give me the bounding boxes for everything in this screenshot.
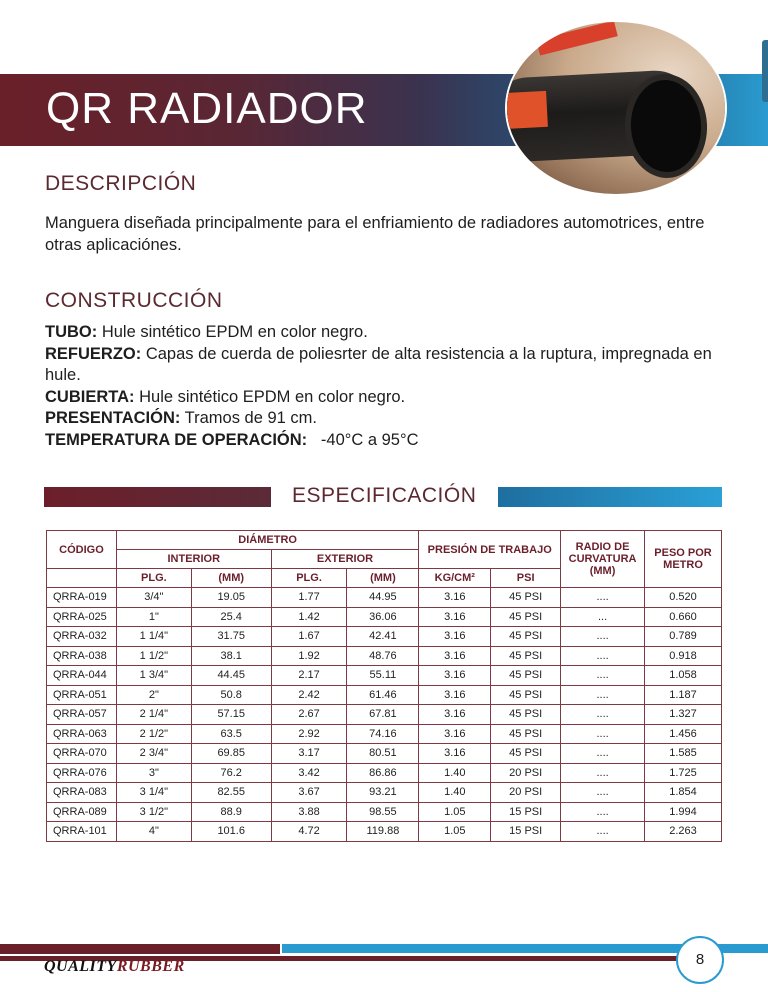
table-cell: 3.88 bbox=[271, 802, 347, 822]
table-cell: 45 PSI bbox=[491, 705, 561, 725]
subheader-plg-exterior: PLG. bbox=[271, 569, 347, 588]
table-cell: QRRA-083 bbox=[47, 783, 117, 803]
table-cell: ... bbox=[561, 607, 645, 627]
table-cell: QRRA-089 bbox=[47, 802, 117, 822]
table-cell: .... bbox=[561, 802, 645, 822]
table-cell: 101.6 bbox=[191, 822, 271, 842]
table-cell: 4" bbox=[116, 822, 191, 842]
construction-label: TEMPERATURA DE OPERACIÓN: bbox=[45, 430, 308, 449]
table-cell: 2 1/2" bbox=[116, 724, 191, 744]
hose-opening bbox=[622, 72, 709, 180]
table-cell: 3.67 bbox=[271, 783, 347, 803]
subheader-mm-exterior: (MM) bbox=[347, 569, 419, 588]
table-cell: 1.40 bbox=[419, 783, 491, 803]
construction-list bbox=[45, 322, 725, 451]
table-cell: 25.4 bbox=[191, 607, 271, 627]
section-heading-especificacion: ESPECIFICACIÓN bbox=[292, 484, 477, 507]
table-cell: 45 PSI bbox=[491, 744, 561, 764]
table-cell: QRRA-025 bbox=[47, 607, 117, 627]
construction-item-presentacion bbox=[45, 408, 725, 430]
table-cell: QRRA-063 bbox=[47, 724, 117, 744]
table-cell: 1.67 bbox=[271, 627, 347, 647]
table-cell: QRRA-044 bbox=[47, 666, 117, 686]
table-cell: 2.42 bbox=[271, 685, 347, 705]
subheader-mm-interior: (MM) bbox=[191, 569, 271, 588]
table-cell: 67.81 bbox=[347, 705, 419, 725]
table-cell: 44.95 bbox=[347, 588, 419, 608]
subheader-psi: PSI bbox=[491, 569, 561, 588]
table-row bbox=[47, 822, 722, 842]
table-cell: .... bbox=[561, 588, 645, 608]
table-cell: 2 1/4" bbox=[116, 705, 191, 725]
logo-rubber: RUBBER bbox=[116, 958, 185, 975]
table-cell: 0.520 bbox=[645, 588, 722, 608]
table-row bbox=[47, 588, 722, 608]
table-cell: 1 1/4" bbox=[116, 627, 191, 647]
table-cell: 1.42 bbox=[271, 607, 347, 627]
spec-bar-left bbox=[44, 487, 271, 507]
table-cell: 3.16 bbox=[419, 588, 491, 608]
table-cell: 4.72 bbox=[271, 822, 347, 842]
table-cell: 1.585 bbox=[645, 744, 722, 764]
table-cell: 2.67 bbox=[271, 705, 347, 725]
table-cell: .... bbox=[561, 783, 645, 803]
header-presion: PRESIÓN DE TRABAJO bbox=[419, 531, 561, 569]
table-cell: 119.88 bbox=[347, 822, 419, 842]
table-cell: .... bbox=[561, 705, 645, 725]
table-cell: 45 PSI bbox=[491, 607, 561, 627]
table-cell: .... bbox=[561, 646, 645, 666]
section-heading-construccion: CONSTRUCCIÓN bbox=[45, 289, 223, 312]
table-cell: QRRA-076 bbox=[47, 763, 117, 783]
table-cell: 74.16 bbox=[347, 724, 419, 744]
table-cell: 3.42 bbox=[271, 763, 347, 783]
table-cell: 1.994 bbox=[645, 802, 722, 822]
table-cell: 48.76 bbox=[347, 646, 419, 666]
construction-item-cubierta bbox=[45, 387, 725, 409]
table-cell: 36.06 bbox=[347, 607, 419, 627]
table-cell: 69.85 bbox=[191, 744, 271, 764]
hose-label bbox=[507, 91, 548, 129]
construction-label: REFUERZO: bbox=[45, 344, 142, 363]
table-cell: 57.15 bbox=[191, 705, 271, 725]
logo-quality: QUALITY bbox=[44, 958, 117, 975]
table-cell: 1.05 bbox=[419, 822, 491, 842]
table-row bbox=[47, 802, 722, 822]
table-cell: 15 PSI bbox=[491, 802, 561, 822]
table-cell: 3 1/4" bbox=[116, 783, 191, 803]
page-title: QR RADIADOR bbox=[46, 84, 368, 133]
product-photo bbox=[507, 22, 725, 194]
spec-table-body bbox=[47, 588, 722, 842]
table-cell: 3.16 bbox=[419, 705, 491, 725]
table-cell: 3" bbox=[116, 763, 191, 783]
table-row bbox=[47, 763, 722, 783]
table-cell: .... bbox=[561, 822, 645, 842]
construction-value: Hule sintético EPDM en color negro. bbox=[97, 323, 368, 341]
table-cell: QRRA-051 bbox=[47, 685, 117, 705]
construction-value: -40°C a 95°C bbox=[307, 430, 419, 449]
construction-item-temperatura bbox=[45, 430, 725, 452]
construction-item-refuerzo bbox=[45, 344, 725, 387]
table-cell: .... bbox=[561, 724, 645, 744]
table-cell: 1.05 bbox=[419, 802, 491, 822]
table-cell: 3.16 bbox=[419, 685, 491, 705]
table-cell: QRRA-057 bbox=[47, 705, 117, 725]
table-cell: 0.789 bbox=[645, 627, 722, 647]
table-cell: 1.92 bbox=[271, 646, 347, 666]
table-cell: QRRA-032 bbox=[47, 627, 117, 647]
table-cell: QRRA-101 bbox=[47, 822, 117, 842]
table-cell: 45 PSI bbox=[491, 588, 561, 608]
table-cell: 3/4" bbox=[116, 588, 191, 608]
table-cell: 55.11 bbox=[347, 666, 419, 686]
table-cell: 80.51 bbox=[347, 744, 419, 764]
header-peso: PESO POR METRO bbox=[645, 531, 722, 588]
table-row bbox=[47, 685, 722, 705]
construction-label: PRESENTACIÓN: bbox=[45, 409, 181, 427]
table-cell: 1.40 bbox=[419, 763, 491, 783]
construction-label: CUBIERTA: bbox=[45, 387, 135, 406]
header-interior: INTERIOR bbox=[116, 550, 271, 569]
table-cell: 20 PSI bbox=[491, 783, 561, 803]
table-cell: .... bbox=[561, 627, 645, 647]
table-cell: 2 3/4" bbox=[116, 744, 191, 764]
table-cell: 1.187 bbox=[645, 685, 722, 705]
spec-bar-right bbox=[498, 487, 722, 507]
table-cell: 3.16 bbox=[419, 744, 491, 764]
page-number: 8 bbox=[695, 951, 705, 968]
table-row bbox=[47, 666, 722, 686]
table-cell: 1.327 bbox=[645, 705, 722, 725]
table-cell: 44.45 bbox=[191, 666, 271, 686]
table-cell: 1.058 bbox=[645, 666, 722, 686]
brand-logo bbox=[44, 958, 185, 976]
table-cell: 3.16 bbox=[419, 607, 491, 627]
table-cell: 19.05 bbox=[191, 588, 271, 608]
table-row bbox=[47, 724, 722, 744]
table-cell: 2" bbox=[116, 685, 191, 705]
table-cell: 38.1 bbox=[191, 646, 271, 666]
table-cell: 45 PSI bbox=[491, 685, 561, 705]
table-cell: 1.725 bbox=[645, 763, 722, 783]
subheader-plg-interior: PLG. bbox=[116, 569, 191, 588]
table-cell: 3.16 bbox=[419, 666, 491, 686]
construction-value: Hule sintético EPDM en color negro. bbox=[134, 387, 406, 406]
table-cell: 0.918 bbox=[645, 646, 722, 666]
table-row bbox=[47, 646, 722, 666]
table-cell: 3.17 bbox=[271, 744, 347, 764]
table-cell: QRRA-070 bbox=[47, 744, 117, 764]
header-diametro: DIÁMETRO bbox=[116, 531, 418, 550]
table-cell: 82.55 bbox=[191, 783, 271, 803]
header-radio: RADIO DE CURVATURA (MM) bbox=[561, 531, 645, 588]
table-cell: 63.5 bbox=[191, 724, 271, 744]
construction-value: Capas de cuerda de poliesrter de alta resistencia a la ruptura, impregnada en hule. bbox=[45, 344, 712, 384]
table-cell: 45 PSI bbox=[491, 724, 561, 744]
table-cell: .... bbox=[561, 666, 645, 686]
table-cell: 1 1/2" bbox=[116, 646, 191, 666]
table-cell: 93.21 bbox=[347, 783, 419, 803]
spec-table bbox=[46, 530, 722, 842]
table-cell: 2.17 bbox=[271, 666, 347, 686]
table-cell: .... bbox=[561, 744, 645, 764]
section-heading-descripcion: DESCRIPCIÓN bbox=[45, 172, 197, 195]
table-cell: 45 PSI bbox=[491, 627, 561, 647]
table-cell: 2.92 bbox=[271, 724, 347, 744]
table-cell: 45 PSI bbox=[491, 646, 561, 666]
table-cell: 86.86 bbox=[347, 763, 419, 783]
table-cell: 61.46 bbox=[347, 685, 419, 705]
table-row bbox=[47, 627, 722, 647]
table-cell: 3 1/2" bbox=[116, 802, 191, 822]
construction-value: Tramos de 91 cm. bbox=[180, 409, 318, 427]
table-cell: .... bbox=[561, 685, 645, 705]
table-cell: 3.16 bbox=[419, 646, 491, 666]
table-cell: 1.77 bbox=[271, 588, 347, 608]
construction-item-tubo bbox=[45, 322, 725, 344]
table-cell: 1 3/4" bbox=[116, 666, 191, 686]
table-cell: 15 PSI bbox=[491, 822, 561, 842]
table-cell: 45 PSI bbox=[491, 666, 561, 686]
table-cell: QRRA-019 bbox=[47, 588, 117, 608]
header-exterior: EXTERIOR bbox=[271, 550, 419, 569]
subheader-kg: KG/CM² bbox=[419, 569, 491, 588]
table-cell: 88.9 bbox=[191, 802, 271, 822]
table-row bbox=[47, 783, 722, 803]
table-row bbox=[47, 744, 722, 764]
footer-bar-blue bbox=[282, 944, 682, 953]
table-cell: 1.456 bbox=[645, 724, 722, 744]
table-cell: 1" bbox=[116, 607, 191, 627]
table-cell: 2.263 bbox=[645, 822, 722, 842]
table-cell: 20 PSI bbox=[491, 763, 561, 783]
header-codigo: CÓDIGO bbox=[47, 531, 117, 569]
table-cell: 0.660 bbox=[645, 607, 722, 627]
table-cell: 98.55 bbox=[347, 802, 419, 822]
table-cell: 76.2 bbox=[191, 763, 271, 783]
construction-label: TUBO: bbox=[45, 323, 98, 341]
table-cell: 3.16 bbox=[419, 724, 491, 744]
photo-red-strip bbox=[536, 22, 617, 55]
table-row bbox=[47, 705, 722, 725]
description-text: Manguera diseñada principalmente para el enfriamiento de radiadores automotrices, entre otras aplicaciónes. bbox=[45, 214, 705, 254]
table-cell: .... bbox=[561, 763, 645, 783]
footer-bar-maroon bbox=[0, 944, 280, 954]
table-cell: 1.854 bbox=[645, 783, 722, 803]
table-cell: 31.75 bbox=[191, 627, 271, 647]
header-blank bbox=[47, 569, 117, 588]
table-cell: 42.41 bbox=[347, 627, 419, 647]
table-cell: 3.16 bbox=[419, 627, 491, 647]
table-row bbox=[47, 607, 722, 627]
table-cell: QRRA-038 bbox=[47, 646, 117, 666]
table-cell: 50.8 bbox=[191, 685, 271, 705]
side-accent bbox=[762, 40, 768, 102]
